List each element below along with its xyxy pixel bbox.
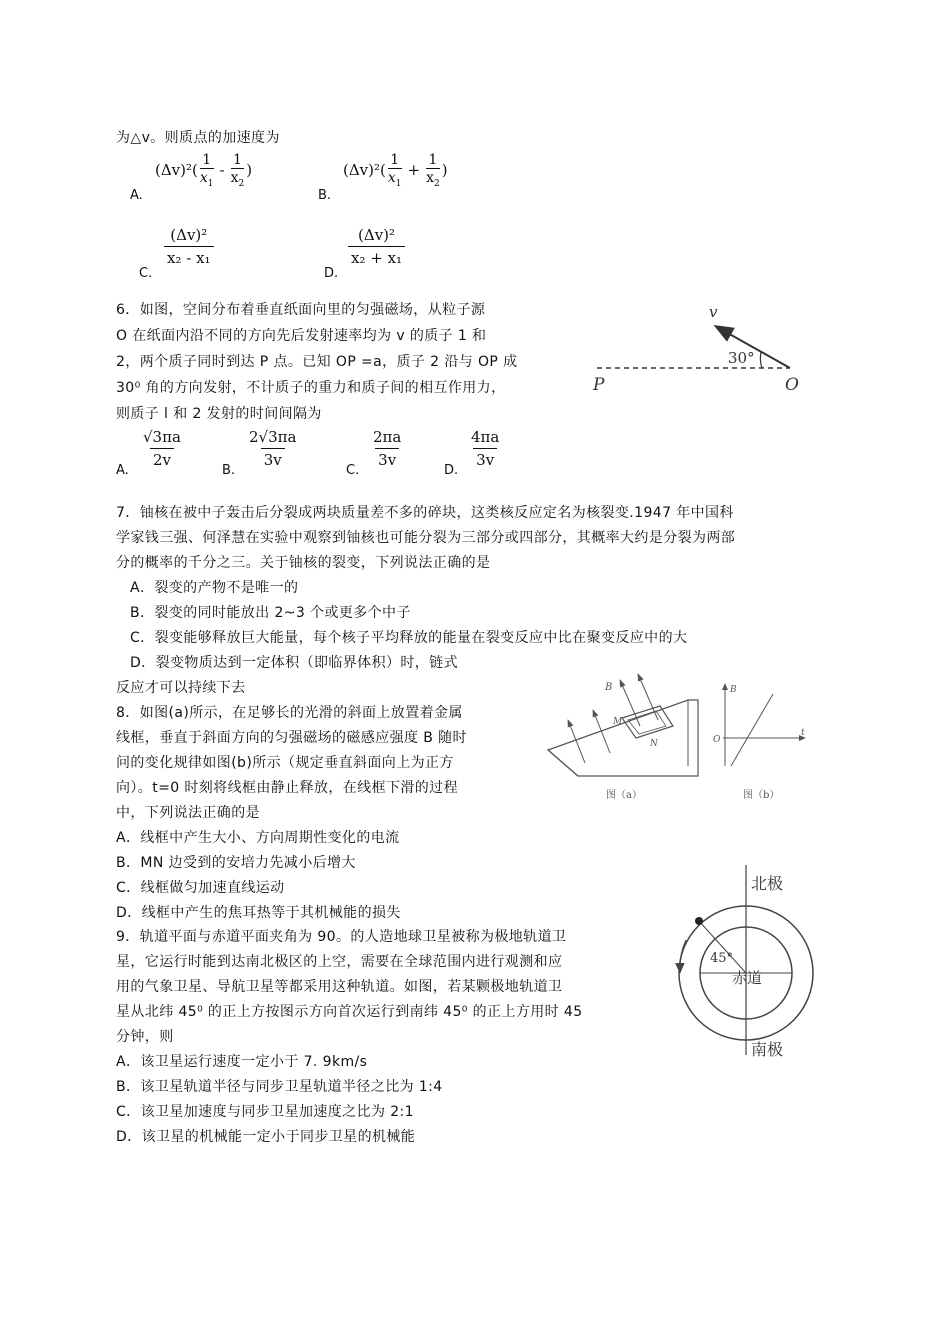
numerator: √3πa [143,428,181,446]
point-p-label: P [593,375,605,395]
q8-line-1: 8．如图(a)所示，在足够长的光滑的斜面上放置着金属 [116,705,463,721]
x1: x [387,170,396,186]
x1: x [199,170,208,186]
q6-option-a-label: A. [116,463,129,478]
minus-sign: - [219,161,225,180]
q9-line-2: 星，它运行时能到达南北极区的上空，需要在全球范围内进行观测和应 [116,954,563,970]
q9-option-a: A．该卫星运行速度一定小于 7. 9km/s [116,1054,368,1070]
q8-option-d: D．线框中产生的焦耳热等于其机械能的损失 [116,905,401,921]
x2-sub: 2 [434,178,440,189]
angle-arc [760,352,762,368]
q8-option-a: A．线框中产生大小、方向周期性变化的电流 [116,830,400,846]
q9-line-1: 9．轨道平面与赤道平面夹角为 90。的人造地球卫星被称为极地轨道卫 [116,929,567,945]
q8-figure-a [540,668,720,808]
q7-line-2: 学家钱三强、何泽慧在实验中观察到铀核也可能分裂为三部分或四部分，其概率大约是分裂为两部 [116,530,736,546]
q5-option-d-fraction [348,226,405,267]
q8-line-2: 线框，垂直于斜面方向的匀强磁场的磁感应强度 B 随时 [116,730,467,746]
q5-option-c-label: C. [139,266,153,281]
q6-figure [585,295,810,400]
graph-b-label: B [730,685,737,695]
velocity-label: v [709,303,718,321]
incline-outline [548,700,698,776]
q8-line-3: 问的变化规律如图(b)所示（规定垂直斜面向上为正方 [116,755,454,771]
x2: x [426,170,435,186]
q6-line-2: O 在纸面内沿不同的方向先后发射速率均为 v 的质子 1 和 [116,328,487,344]
q6-option-d-fraction [468,428,502,469]
q9-option-b: B．该卫星轨道半径与同步卫星轨道半径之比为 1:4 [116,1079,443,1095]
q8-line-5: 中，下列说法正确的是 [116,805,260,821]
q7-option-c: C．裂变能够释放巨大能量，每个核子平均释放的能量在裂变反应中比在聚变反应中的大 [130,630,688,646]
q5-option-a-label: A. [130,188,143,203]
field-arrow [593,710,610,753]
q6-line-1: 6．如图，空间分布着垂直纸面向里的匀强磁场，从粒子源 [116,302,486,318]
q6-option-a-fraction [140,428,184,469]
south-pole-label: 南极 [751,1040,784,1059]
numerator: 2πa [373,428,402,446]
field-arrow [638,674,658,720]
q5-option-b-formula: (Δv)² ( 1 $x_1$ + $\frac{1}{x_2}$ ) [343,152,448,189]
q6-option-c-fraction [370,428,404,469]
q5-option-b-label: B. [318,188,332,203]
x2-sub: 2 [238,178,245,189]
q8-figure-b [713,680,815,808]
q9-line-4: 星从北纬 45⁰ 的正上方按图示方向首次运行到南纬 45⁰ 的正上方用时 45 [116,1004,583,1020]
q9-orbit-figure [665,865,835,1065]
denominator: 3v [473,448,497,469]
q6-option-d-label: D. [444,463,459,478]
q6-line-3: 2，两个质子同时到达 P 点。已知 OP =a，质子 2 沿与 OP 成 [116,354,518,370]
angle-label: 45° [710,951,734,966]
delta-v-squared: (Δv)² [155,161,193,180]
q5-option-d-label: D. [324,266,339,281]
x2: x [230,170,239,186]
q7-line-3: 分的概率的千分之三。关于铀核的裂变，下列说法正确的是 [116,555,491,571]
q8-option-c: C．线框做匀加速直线运动 [116,880,285,896]
q9-line-3: 用的气象卫星、导航卫星等都采用这种轨道。如图，若某颗极地轨道卫 [116,979,563,995]
x1-sub: 1 [207,178,214,189]
q7-option-a: A．裂变的产物不是唯一的 [130,580,299,596]
q5-option-a-formula: (Δv)² ( 1 $x_1$ - 1 $x_2$ ) [155,152,253,189]
plus-sign: + [407,161,421,180]
incline-edge [548,750,578,776]
point-o-label: O [785,375,799,395]
denominator: 3v [261,448,285,469]
q8-line-4: 向）。t=0 时刻将线框由静止释放，在线框下滑的过程 [116,780,458,796]
b-t-line [731,694,773,766]
numerator: 1 [428,152,438,168]
numerator: 1 [202,152,212,168]
delta-v-squared: (Δv)² [343,161,381,180]
graph-o-label: O [713,735,721,745]
q6-option-b-label: B. [222,463,236,478]
q9-option-d: D．该卫星的机械能一定小于同步卫星的机械能 [116,1129,416,1145]
q6-option-b-fraction [246,428,299,469]
numerator: (Δv)² [170,226,208,244]
equator-label: 赤道 [732,969,763,987]
angle-label: 30° [728,349,755,367]
q8-option-b: B．MN 边受到的安培力先减小后增大 [116,855,356,871]
north-pole-label: 北极 [751,874,784,893]
numerator: (Δv)² [358,226,396,244]
q7-option-d-continued: 反应才可以持续下去 [116,680,246,696]
fig-m-label: M [613,717,623,727]
q9-line-5: 分钟，则 [116,1029,174,1045]
x1-sub: 1 [395,178,402,189]
q6-line-5: 则质子 l 和 2 发射的时间间隔为 [116,406,322,422]
fig-b-label: B [605,682,613,693]
numerator: 4πa [471,428,500,446]
q9-option-c: C．该卫星加速度与同步卫星加速度之比为 2:1 [116,1104,414,1120]
denominator: x₂ + x₁ [348,246,405,267]
fig-n-label: N [650,739,658,749]
q5-option-c-fraction [164,226,214,267]
q7-option-b: B．裂变的同时能放出 2~3 个或更多个中子 [130,605,411,621]
caption-a: 图（a） [606,790,642,801]
satellite-dot [695,917,703,925]
q5-intro: 为△v。则质点的加速度为 [116,130,280,146]
q6-option-c-label: C. [346,463,360,478]
q7-line-1: 7．铀核在被中子轰击后分裂成两块质量差不多的碎块，这类核反应定名为核裂变.1947 年中国科 [116,505,734,521]
numerator: 1 [232,152,242,168]
numerator: 2√3πa [249,428,297,446]
denominator: x₂ - x₁ [164,246,214,267]
numerator: 1 [390,152,400,168]
q6-line-4: 30⁰ 角的方向发射，不计质子的重力和质子间的相互作用力， [116,380,506,396]
q7-option-d: D．裂变物质达到一定体积（即临界体积）时，链式 [130,655,458,671]
graph-t-label: t [801,728,805,738]
denominator: 2v [150,448,174,469]
denominator: 3v [375,448,399,469]
caption-b: 图（b） [743,790,780,801]
